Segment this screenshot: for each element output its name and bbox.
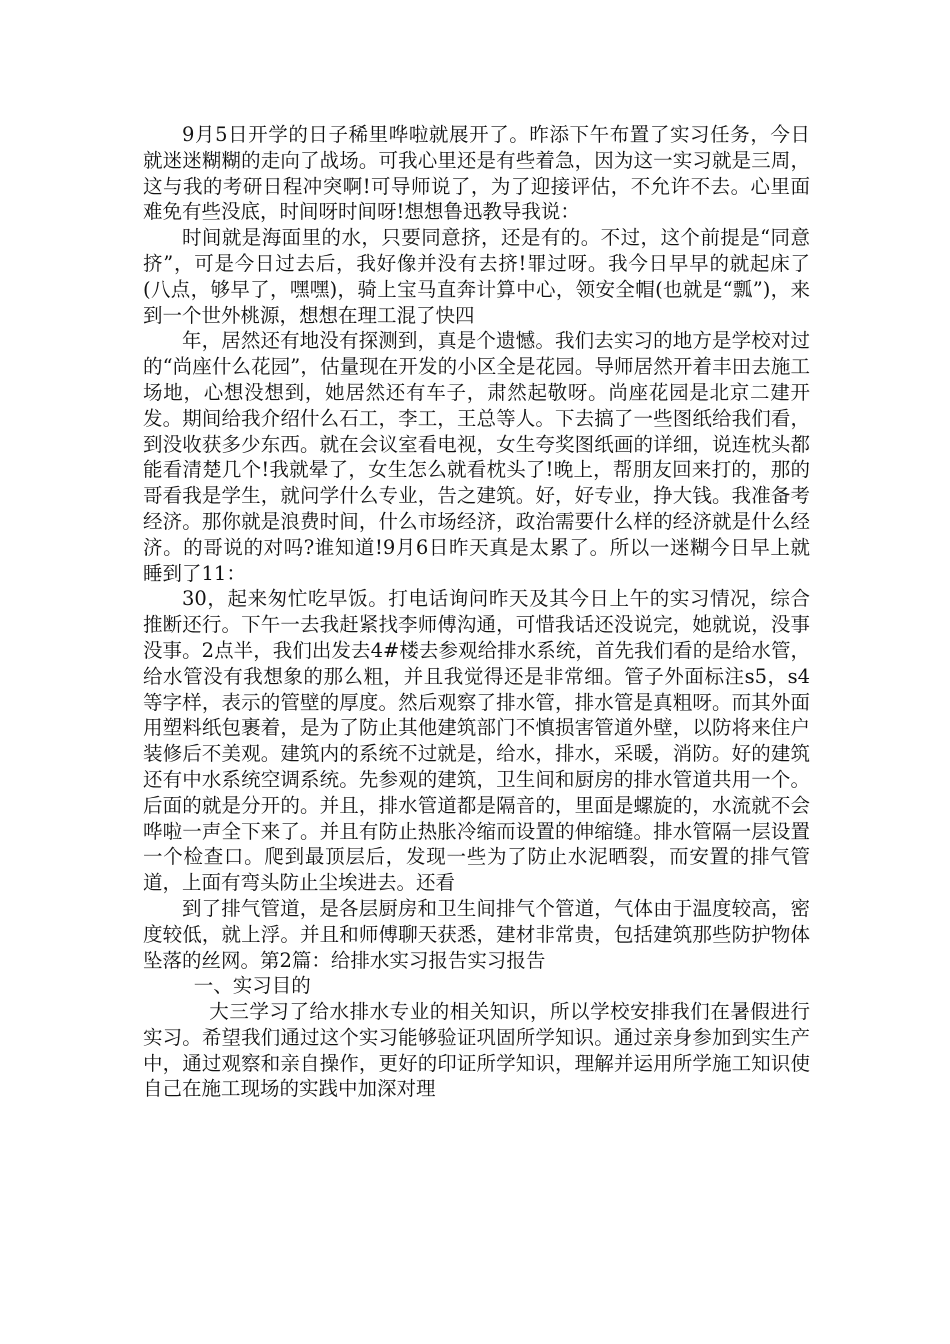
paragraph-1: 9月5日开学的日子稀里哗啦就展开了。昨添下午布置了实习任务，今日就迷迷糊糊的走向了战场。可我心里还是有些着急，因为这一实习就是三周，这与我的考研日程冲突啊!可导师说了，为了迎接评估，不允许不去。心里面难免有些没底，时间呀时间呀!想想鲁迅教导我说： xyxy=(143,123,810,224)
paragraph-4: 30，起来匆忙吃早饭。打电话询问昨天及其今日上午的实习情况，综合推断还行。下午一去我赶紧找李师傅沟通，可惜我话还没说完，她就说，没事没事。2点半，我们出发去4#楼去参观给排水系统，首先我们看的是给水管，给水管没有我想象的那么粗，并且我觉得还是非常细。管子外面标注s5，s4等字样，表示的管壁的厚度。然后观察了排水管，排水管是真粗呀。而其外面用塑料纸包裹着，是为了防止其他建筑部门不慎损害管道外壁，以防将来住户装修后不美观。建筑内的系统不过就是，给水，排水，采暖，消防。好的建筑还有中水系统空调系统。先参观的建筑，卫生间和厨房的排水管道共用一个。后面的就是分开的。并且，排水管道都是隔音的，里面是螺旋的，水流就不会哗啦一声全下来了。并且有防止热胀冷缩而设置的伸缩缝。排水管隔一层设置一个检查口。爬到最顶层后，发现一些为了防止水泥晒裂，而安置的排气管道，上面有弯头防止尘埃进去。还看 xyxy=(143,587,810,895)
paragraph-3: 年，居然还有地没有探测到，真是个遗憾。我们去实习的地方是学校对过的“尚座什么花园”，估量现在开发的小区全是花园。导师居然开着丰田去施工场地，心想没想到，她居然还有车子，肃然起敬呀。尚座花园是北京二建开发。期间给我介绍什么石工，李工，王总等人。下去搞了一些图纸给我们看，到没收获多少东西。就在会议室看电视，女生夸奖图纸画的详细，说连枕头都能看清楚几个!我就晕了，女生怎么就看枕头了!晚上，帮朋友回来打的，那的哥看我是学生，就问学什么专业，告之建筑。好，好专业，挣大钱。我准备考经济。那你就是浪费时间，什么市场经济，政治需要什么样的经济就是什么经济。的哥说的对吗?谁知道!9月6日昨天真是太累了。所以一迷糊今日早上就睡到了11： xyxy=(143,329,810,585)
document-page xyxy=(143,122,810,1102)
paragraph-6: 大三学习了给水排水专业的相关知识，所以学校安排我们在暑假进行实习。希望我们通过这个实习能够验证巩固所学知识。通过亲身参加到实生产中，通过观察和亲自操作，更好的印证所学知识，理解并运用所学施工知识使自己在施工现场的实践中加深对理 xyxy=(143,1000,810,1101)
paragraph-5: 到了排气管道，是各层厨房和卫生间排气个管道，气体由于温度较高，密度较低，就上浮。并且和师傅聊天获悉，建材非常贵，包括建筑那些防护物体坠落的丝网。第2篇：给排水实习报告实习报告 xyxy=(143,896,810,972)
section-heading: 一、实习目的 xyxy=(193,974,311,998)
paragraph-2: 时间就是海面里的水，只要同意挤，还是有的。不过，这个前提是“同意挤”，可是今日过去后，我好像并没有去挤!罪过呀。我今日早早的就起床了(八点，够早了，嘿嘿)，骑上宝马直奔计算中心，领安全帽(也就是“瓢”)，来到一个世外桃源，想想在理工混了快四 xyxy=(143,226,810,327)
